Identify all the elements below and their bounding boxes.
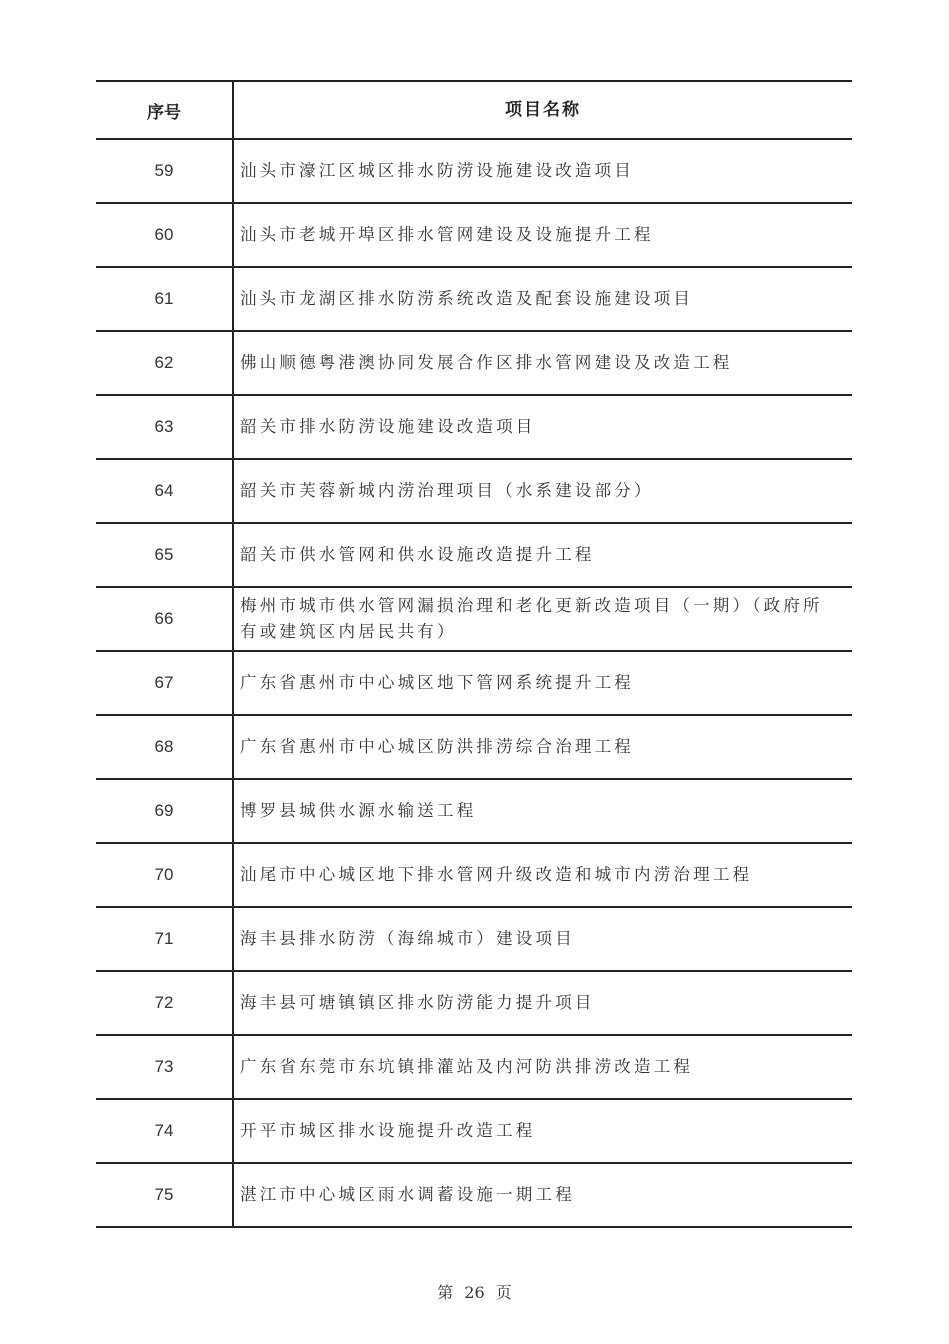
row-number: 68 <box>96 716 234 778</box>
project-name: 广东省惠州市中心城区地下管网系统提升工程 <box>240 673 634 692</box>
table-row <box>96 396 852 460</box>
table-row <box>96 780 852 844</box>
table-row <box>96 716 852 780</box>
table-row <box>96 908 852 972</box>
table-row <box>96 652 852 716</box>
project-name: 广东省东莞市东坑镇排灌站及内河防洪排涝改造工程 <box>240 1057 694 1076</box>
project-name: 韶关市芙蓉新城内涝治理项目（水系建设部分） <box>240 481 654 500</box>
table-row <box>96 332 852 396</box>
project-name: 湛江市中心城区雨水调蓄设施一期工程 <box>240 1185 575 1204</box>
row-number: 59 <box>96 140 234 202</box>
project-name: 海丰县排水防涝（海绵城市）建设项目 <box>240 929 575 948</box>
table-row <box>96 1164 852 1228</box>
project-name: 汕头市龙湖区排水防涝系统改造及配套设施建设项目 <box>240 289 694 308</box>
table-row <box>96 268 852 332</box>
table-row <box>96 1100 852 1164</box>
table-header-row <box>96 82 852 140</box>
row-number: 66 <box>96 588 234 650</box>
table-row <box>96 524 852 588</box>
project-name: 韶关市排水防涝设施建设改造项目 <box>240 417 536 436</box>
table-row <box>96 588 852 652</box>
table-row <box>96 1036 852 1100</box>
table-row <box>96 140 852 204</box>
row-number: 65 <box>96 524 234 586</box>
project-name: 开平市城区排水设施提升改造工程 <box>240 1121 536 1140</box>
project-name: 汕头市濠江区城区排水防涝设施建设改造项目 <box>240 161 634 180</box>
project-name: 梅州市城市供水管网漏损治理和老化更新改造项目（一期）（政府所有或建筑区内居民共有） <box>240 596 823 641</box>
row-number: 74 <box>96 1100 234 1162</box>
header-name: 项目名称 <box>505 100 581 120</box>
table-row <box>96 460 852 524</box>
row-number: 70 <box>96 844 234 906</box>
row-number: 75 <box>96 1164 234 1226</box>
project-name: 佛山顺德粤港澳协同发展合作区排水管网建设及改造工程 <box>240 353 733 372</box>
table-row <box>96 204 852 268</box>
row-number: 67 <box>96 652 234 714</box>
project-name: 韶关市供水管网和供水设施改造提升工程 <box>240 545 595 564</box>
row-number: 64 <box>96 460 234 522</box>
row-number: 71 <box>96 908 234 970</box>
row-number: 69 <box>96 780 234 842</box>
table-row <box>96 844 852 908</box>
table-row <box>96 972 852 1036</box>
page-number: 第 26 页 <box>437 1283 512 1302</box>
header-number: 序号 <box>96 82 234 138</box>
row-number: 62 <box>96 332 234 394</box>
row-number: 61 <box>96 268 234 330</box>
row-number: 63 <box>96 396 234 458</box>
project-name: 汕尾市中心城区地下排水管网升级改造和城市内涝治理工程 <box>240 865 753 884</box>
project-table <box>96 80 852 1228</box>
project-name: 海丰县可塘镇镇区排水防涝能力提升项目 <box>240 993 595 1012</box>
row-number: 60 <box>96 204 234 266</box>
row-number: 73 <box>96 1036 234 1098</box>
row-number: 72 <box>96 972 234 1034</box>
project-name: 汕头市老城开埠区排水管网建设及设施提升工程 <box>240 225 654 244</box>
project-name: 广东省惠州市中心城区防洪排涝综合治理工程 <box>240 737 634 756</box>
project-name: 博罗县城供水源水输送工程 <box>240 801 477 820</box>
table-body <box>96 140 852 1228</box>
